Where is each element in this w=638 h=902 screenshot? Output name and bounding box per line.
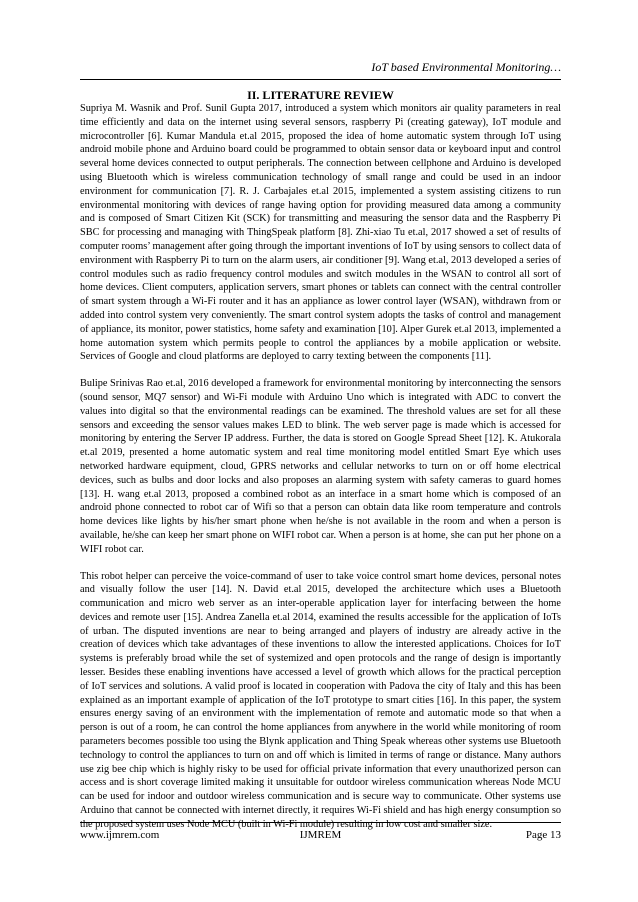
footer-journal-name: IJMREM xyxy=(299,829,342,841)
section-heading: II. LITERATURE REVIEW xyxy=(247,88,394,102)
footer-divider xyxy=(80,822,561,823)
running-header: IoT based Environmental Monitoring… xyxy=(371,60,561,74)
body-text xyxy=(80,102,561,832)
header-divider xyxy=(80,79,561,80)
page-footer xyxy=(80,828,561,842)
paragraph-3: This robot helper can perceive the voice-command of user to take voice control smart home devices, personal notes and visually follow the user [14]. N. David et.al 2015, developed the architecture which uses a Bluetooth communication and micro web server as an inter-operable application layer for interfacing between the home devices and remote user [15]. Andrea Zanella et.al 2014, examined the results accessible for the application of IoTs of urban. The disputed inventions are near to being arranged and players of industry are already active in the creation of devices which take advantages of these inventions to allow the interested applications. Choices for IoT systems is preferably broad while the set of systemized and open protocols and the range of design is importantly lesser. Besides these enabling inventions have accessed a level of growth which allows for the practical perception of IoT services and solutions. A valid proof is located in cooperation with Padova the city of Italy and this has been explained as an important example of application of the IoT prototype to smart cities [16]. In this paper, the system ensures energy saving of an environment with the implementation of remote and automatic mode so that when a person is out of a room, he can control the home appliances from anywhere in the world while monitoring of room parameters becomes possible too using the Blynk application and Thing Speak whereas other systems use Bluetooth technology to control the appliances to turn on and off which is limited in terms of range or distance. Many authors use zig bee chip which is highly risky to be used for official private information that every unauthorized person can access and is short coverage limited making it unsuitable for outdoor wireless communication whereas Node MCU can be used for indoor and outdoor wireless communication and is secure way to communicate. Other systems use Arduino that cannot be connected with internet directly, it requires Wi-Fi shield and has high energy consumption so the proposed system uses Node MCU (built in Wi-Fi module) resulting in low cost and smaller size. xyxy=(80,570,561,830)
footer-page-number: Page 13 xyxy=(525,829,561,841)
paragraph-1: Supriya M. Wasnik and Prof. Sunil Gupta 2017, introduced a system which monitors air quality parameters in real time efficiently and data on the internet using several sensors, raspberry Pi (creating gateway), IoT module and microcontroller [6]. Kumar Mandula et.al 2015, proposed the idea of home automatic system through IoT using android mobile phone and Arduino board could be programmed to obtain sensor data or keyboard input and control several home devices connected to output peripherals. The connection between cellphone and Arduino is developed using Bluetooth which is wireless communication technology of small range and could be used in an indoor environment for communication [7]. R. J. Carbajales et.al 2015, implemented a system assisting citizens to run environmental monitoring with devices of range having option for providing measured data among a community and is composed of Smart Citizen Kit (SCK) for transmitting and measuring the sensor data and the Raspberry Pi SBC for processing and managing with ThingSpeak platform [8]. Zhi-xiao Tu et.al, 2017 showed a set of results of computer rooms’ management after going through the important inventions of IoT by using sensors to collect data of environment with Raspberry Pi to turn on the alarm users, air conditioner [9]. Wang et.al, 2013 developed a series of control modules such as radio frequency control modules and switch modules in the WSAN to control all sort of home devices. Client computers, application servers, smart phones or tablets can connect with the central controller of smart system through a Wi-Fi router and it has an appliance as lower control layer (WSAN), withdrawn from or added into control system very conveniently. The smart control system adopts the tasks of control and management of appliance, its monitor, power statistics, home safety and examination [10]. Alper Gurek et.al 2013, implemented a home automation system which permits people to control the appliances by a mobile application or website. Services of Google and cloud platforms are deployed to carry texting between the components [11]. xyxy=(80,103,561,363)
paragraph-2: Bulipe Srinivas Rao et.al, 2016 developed a framework for environmental monitoring by interconnecting the sensors (sound sensor, MQ7 sensor) and Wi-Fi module with Arduino Uno which is integrated with ADC to convert the values into digital so that the environmental readings can be examined. The threshold values are set for all these sensors and exceeding the sensor values makes LED to blink. The web server page is made which is accessed for monitoring by entering the Server IP address. Further, the data is stored on Google Spread Sheet [12]. K. Atukorala et.al 2019, presented a home automatic system and real time monitoring model entitled Smart Eye which uses networked hardware equipment, cloud, GPRS networks and cellular networks to turn on or off home electrical devices, such as bulbs and door locks and also proposes an alarming system with safety cameras to guard homes [13]. H. wang et.al 2013, proposed a combined robot as an interface in a smart home which is composed of an android phone connected to robot car of Wifi so that a person can obtain data like room temperature and controls home devices like lights by his/her smart phone when he/she is not available in the room and when a person is available, he/she can keep her smart phone on WIFI robot car. When a person is at home, she can put her phone on a WIFI robot car. xyxy=(80,378,561,555)
footer-website-link[interactable]: www.ijmrem.com xyxy=(80,829,160,841)
